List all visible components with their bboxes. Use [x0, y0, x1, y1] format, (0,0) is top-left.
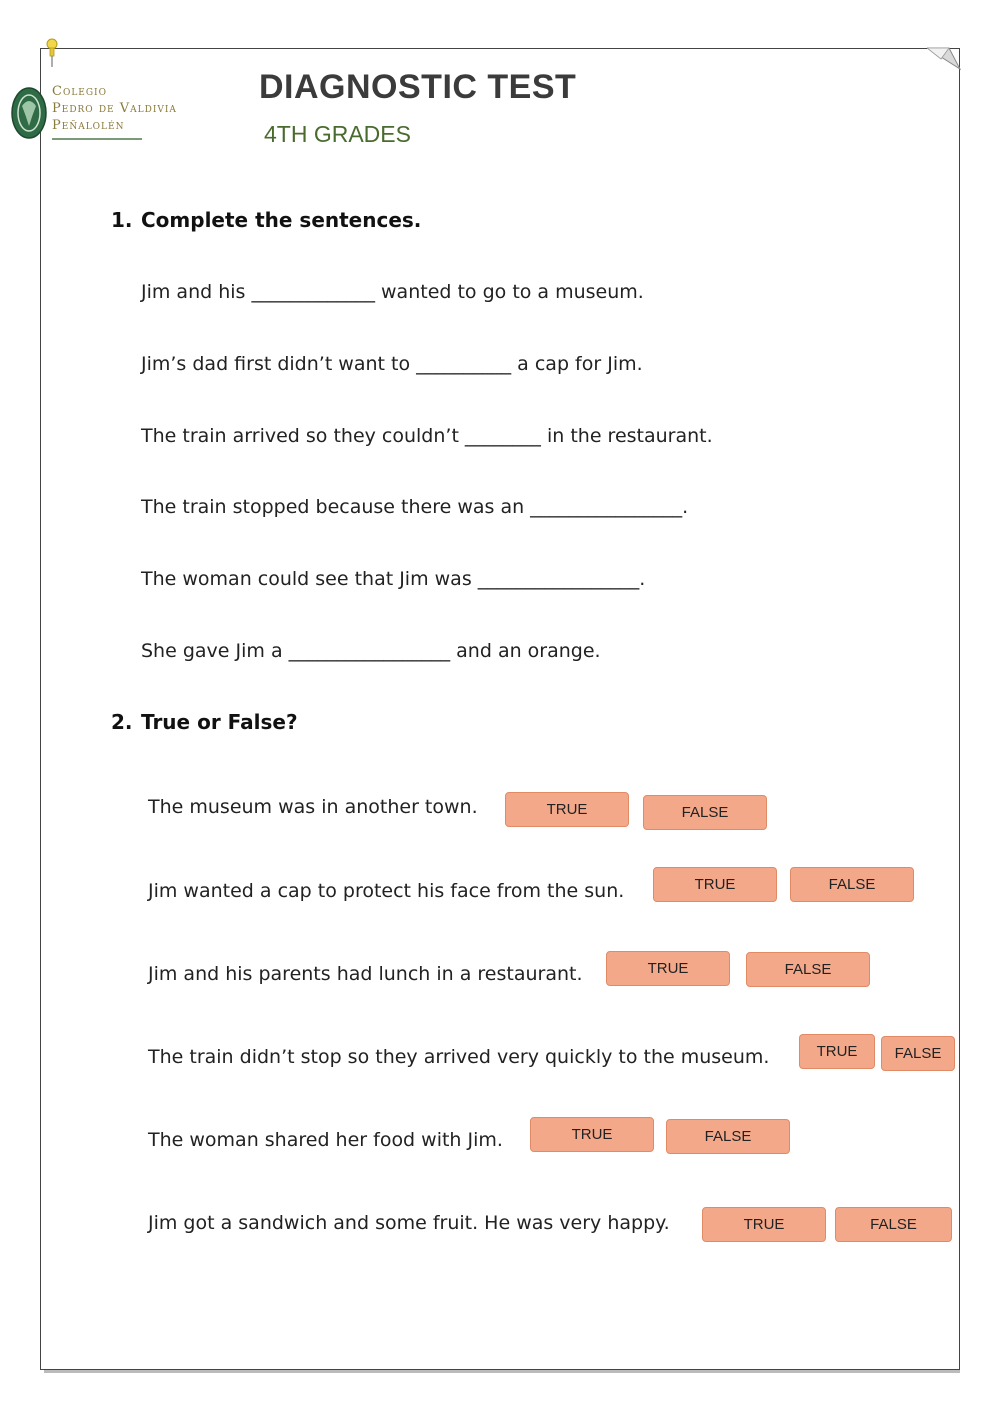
- logo-text-line-1: Colegio: [52, 84, 107, 99]
- true-button-3[interactable]: TRUE: [606, 951, 730, 986]
- tf-statement-1: The museum was in another town.: [148, 796, 478, 818]
- false-button-5[interactable]: FALSE: [666, 1119, 790, 1154]
- logo-text-line-3: Peñalolén: [52, 118, 125, 133]
- false-button-3[interactable]: FALSE: [746, 952, 870, 987]
- section-1-title: Complete the sentences.: [141, 208, 422, 232]
- tf-statement-3: Jim and his parents had lunch in a restaurant.: [148, 963, 583, 985]
- pushpin-icon: [44, 38, 60, 68]
- false-button-1[interactable]: FALSE: [643, 795, 767, 830]
- true-button-4[interactable]: TRUE: [799, 1034, 875, 1069]
- fill-sentence-5: The woman could see that Jim was _________________.: [141, 568, 646, 590]
- school-crest-icon: [10, 86, 48, 140]
- page-curl-corner: [927, 47, 961, 71]
- section-2-title: True or False?: [141, 710, 298, 734]
- logo-text-line-2: Pedro de Valdivia: [52, 101, 177, 116]
- tf-statement-5: The woman shared her food with Jim.: [148, 1129, 503, 1151]
- false-button-6[interactable]: FALSE: [835, 1207, 952, 1242]
- true-button-1[interactable]: TRUE: [505, 792, 629, 827]
- page-shadow: [44, 1370, 960, 1373]
- true-button-5[interactable]: TRUE: [530, 1117, 654, 1152]
- fill-sentence-6: She gave Jim a _________________ and an orange.: [141, 640, 601, 662]
- logo-underline: [52, 138, 142, 140]
- worksheet-page: [40, 48, 960, 1370]
- school-logo: [8, 84, 218, 144]
- section-1-number: 1.: [111, 208, 133, 232]
- fill-sentence-4: The train stopped because there was an ________________.: [141, 496, 689, 518]
- page-subtitle: 4TH GRADES: [264, 121, 411, 147]
- section-1-heading: [111, 208, 421, 232]
- false-button-4[interactable]: FALSE: [881, 1036, 955, 1071]
- tf-statement-2: Jim wanted a cap to protect his face from the sun.: [148, 880, 625, 902]
- fill-sentence-1: Jim and his _____________ wanted to go to a museum.: [141, 281, 644, 303]
- fill-sentence-3: The train arrived so they couldn’t ________ in the restaurant.: [141, 425, 713, 447]
- fill-sentence-2: Jim’s dad first didn’t want to __________ a cap for Jim.: [141, 353, 643, 375]
- true-button-2[interactable]: TRUE: [653, 867, 777, 902]
- false-button-2[interactable]: FALSE: [790, 867, 914, 902]
- page-title: DIAGNOSTIC TEST: [259, 68, 577, 106]
- true-button-6[interactable]: TRUE: [702, 1207, 826, 1242]
- tf-statement-6: Jim got a sandwich and some fruit. He was very happy.: [148, 1212, 670, 1234]
- section-2-heading: [111, 710, 298, 734]
- section-2-number: 2.: [111, 710, 133, 734]
- tf-statement-4: The train didn’t stop so they arrived very quickly to the museum.: [148, 1046, 770, 1068]
